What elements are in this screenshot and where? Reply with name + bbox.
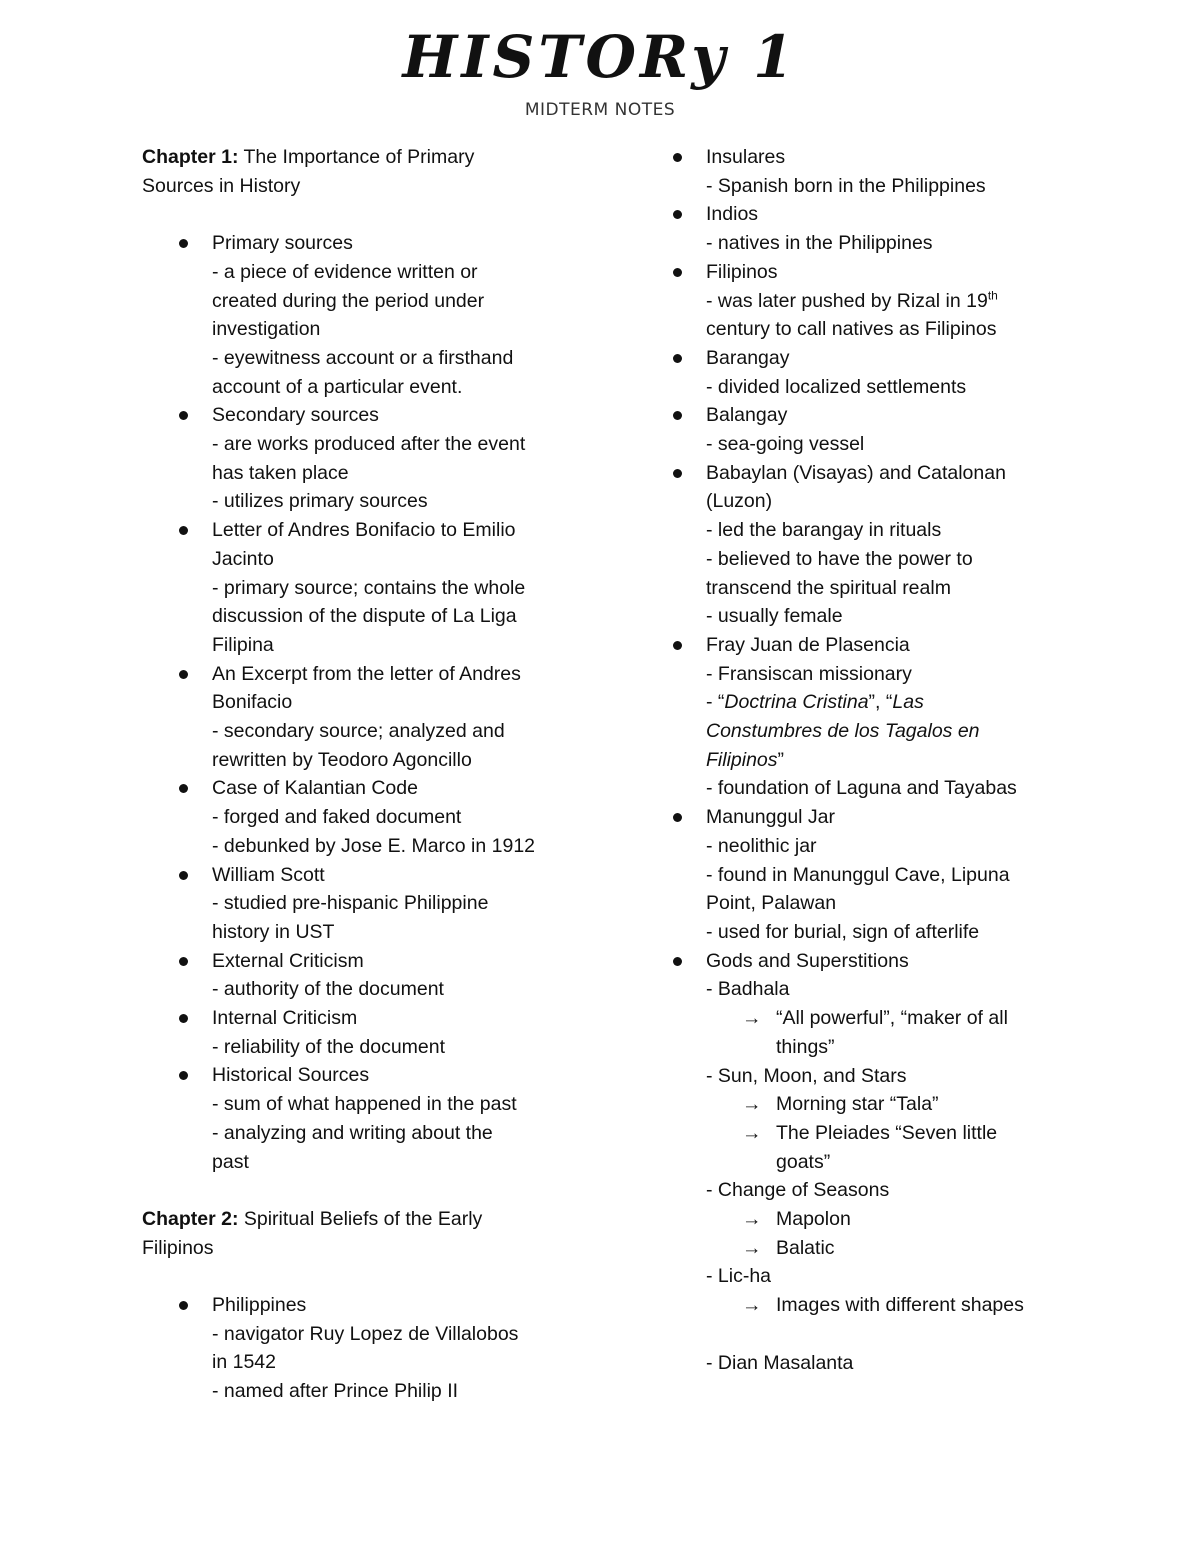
list-item bbox=[212, 774, 582, 860]
chapter-1-label: Chapter 1: bbox=[142, 146, 239, 168]
item-note: history in UST bbox=[212, 920, 335, 943]
arrow-right-icon: → bbox=[742, 1121, 762, 1144]
bullet-icon bbox=[673, 411, 682, 420]
item-note: - Dian Masalanta bbox=[706, 1351, 854, 1374]
item-note: - eyewitness account or a firsthand bbox=[212, 346, 514, 369]
list-item bbox=[706, 947, 1086, 1378]
item-term-cont: Bonifacio bbox=[212, 691, 293, 714]
list-item bbox=[706, 344, 1086, 401]
item-note: Point, Palawan bbox=[706, 892, 837, 915]
item-term: William Scott bbox=[212, 863, 325, 886]
book-title: Doctrina Cristina bbox=[724, 691, 869, 714]
item-term: Secondary sources bbox=[212, 404, 379, 427]
sub-item-text: Balatic bbox=[776, 1236, 835, 1259]
list-item bbox=[706, 459, 1086, 631]
list-item bbox=[212, 660, 582, 775]
bullet-icon bbox=[673, 354, 682, 363]
list-item bbox=[212, 516, 582, 660]
list-item bbox=[212, 229, 582, 401]
item-note: - foundation of Laguna and Tayabas bbox=[706, 777, 1017, 800]
bullet-icon bbox=[179, 1301, 188, 1310]
list-item bbox=[212, 401, 582, 516]
item-note bbox=[706, 688, 1086, 717]
list-item bbox=[706, 258, 1086, 344]
bullet-icon bbox=[673, 153, 682, 162]
item-note: - primary source; contains the whole bbox=[212, 576, 526, 599]
quote-mark: ” bbox=[777, 748, 785, 771]
item-note: - reliability of the document bbox=[212, 1035, 446, 1058]
arrow-right-icon: → bbox=[742, 1208, 762, 1231]
bullet-icon bbox=[179, 871, 188, 880]
item-note: in 1542 bbox=[212, 1351, 276, 1374]
bullet-icon bbox=[673, 268, 682, 277]
item-term: Indios bbox=[706, 203, 759, 226]
item-note-text: - was later pushed by Rizal in 19 bbox=[706, 289, 988, 312]
item-note: past bbox=[212, 1150, 249, 1173]
list-item bbox=[706, 401, 1086, 458]
item-term-cont: Jacinto bbox=[212, 547, 274, 570]
item-term: Insulares bbox=[706, 146, 786, 168]
chapter-2-heading bbox=[142, 1205, 582, 1262]
superscript: th bbox=[987, 288, 998, 303]
item-note: - believed to have the power to bbox=[706, 547, 973, 570]
bullet-icon bbox=[673, 813, 682, 822]
item-term: An Excerpt from the letter of Andres bbox=[212, 662, 521, 685]
item-note: - usually female bbox=[706, 605, 843, 628]
item-term-cont: (Luzon) bbox=[706, 490, 773, 513]
item-note: - Sun, Moon, and Stars bbox=[706, 1064, 907, 1087]
item-note: has taken place bbox=[212, 461, 349, 484]
item-note: - secondary source; analyzed and bbox=[212, 720, 505, 743]
item-note: - navigator Ruy Lopez de Villalobos bbox=[212, 1322, 519, 1345]
item-note bbox=[706, 287, 1086, 316]
item-term: Manunggul Jar bbox=[706, 806, 835, 829]
item-note: rewritten by Teodoro Agoncillo bbox=[212, 748, 472, 771]
item-note: - neolithic jar bbox=[706, 834, 817, 857]
list-item bbox=[212, 1291, 582, 1406]
quote-mark: ”, “ bbox=[868, 691, 893, 714]
bullet-icon bbox=[179, 411, 188, 420]
chapter-1-title-line2: Sources in History bbox=[142, 174, 301, 197]
item-term: Letter of Andres Bonifacio to Emilio bbox=[212, 519, 516, 542]
item-term: Filipinos bbox=[706, 260, 778, 283]
chapter-2-title-line1: Spiritual Beliefs of the Early bbox=[243, 1207, 483, 1230]
item-note: transcend the spiritual realm bbox=[706, 576, 951, 599]
arrow-right-icon: → bbox=[742, 1294, 762, 1317]
item-note: Filipina bbox=[212, 633, 274, 656]
page-title: HISTORy 1 bbox=[402, 23, 798, 91]
item-note: - sum of what happened in the past bbox=[212, 1093, 517, 1116]
item-note: created during the period under bbox=[212, 289, 485, 312]
item-note: - analyzing and writing about the bbox=[212, 1121, 493, 1144]
item-note: - Badhala bbox=[706, 978, 790, 1001]
item-term: Primary sources bbox=[212, 232, 353, 255]
list-item bbox=[212, 947, 582, 1004]
item-note: - used for burial, sign of afterlife bbox=[706, 920, 980, 943]
item-note: - a piece of evidence written or bbox=[212, 260, 478, 283]
sub-item-text: “All powerful”, “maker of all bbox=[776, 1007, 1008, 1030]
item-term: Historical Sources bbox=[212, 1064, 370, 1087]
item-term: Case of Kalantian Code bbox=[212, 777, 418, 800]
arrow-sub-item-cont: things” bbox=[776, 1035, 835, 1058]
item-note bbox=[706, 746, 1086, 775]
list-item bbox=[706, 631, 1086, 803]
item-note: - Fransiscan missionary bbox=[706, 662, 912, 685]
sub-item-text: The Pleiades “Seven little bbox=[776, 1121, 998, 1144]
bullet-icon bbox=[673, 469, 682, 478]
arrow-right-icon: → bbox=[742, 1236, 762, 1259]
arrow-sub-item-cont: goats” bbox=[776, 1150, 831, 1173]
arrow-sub-item bbox=[706, 1119, 1086, 1148]
bullet-icon bbox=[673, 210, 682, 219]
arrow-sub-item bbox=[706, 1234, 1086, 1263]
left-column bbox=[142, 143, 582, 1406]
bullet-icon bbox=[179, 670, 188, 679]
item-note: discussion of the dispute of La Liga bbox=[212, 605, 517, 628]
list-item bbox=[706, 200, 1086, 257]
item-term: Internal Criticism bbox=[212, 1007, 358, 1030]
chapter-1-title-line1: The Importance of Primary bbox=[243, 146, 475, 168]
item-note: investigation bbox=[212, 318, 321, 341]
quote-mark: - “ bbox=[706, 691, 725, 714]
list-item bbox=[212, 1061, 582, 1176]
item-term: Babaylan (Visayas) and Catalonan bbox=[706, 461, 1006, 484]
sub-item-text: Images with different shapes bbox=[776, 1294, 1024, 1317]
item-note: - studied pre-hispanic Philippine bbox=[212, 892, 489, 915]
item-term: Balangay bbox=[706, 404, 788, 427]
bullet-icon bbox=[673, 641, 682, 650]
book-title: Filipinos bbox=[706, 748, 778, 771]
book-title: Constumbres de los Tagalos en bbox=[706, 720, 980, 743]
bullet-icon bbox=[179, 784, 188, 793]
item-note: - led the barangay in rituals bbox=[706, 519, 942, 542]
right-column bbox=[706, 143, 1086, 1377]
sub-item-text: Mapolon bbox=[776, 1208, 851, 1231]
item-note: - Lic-ha bbox=[706, 1265, 772, 1288]
item-term: Fray Juan de Plasencia bbox=[706, 633, 910, 656]
bullet-icon bbox=[179, 1014, 188, 1023]
item-note: - are works produced after the event bbox=[212, 433, 526, 456]
list-item bbox=[212, 1004, 582, 1061]
item-note: - natives in the Philippines bbox=[706, 232, 933, 255]
item-note: century to call natives as Filipinos bbox=[706, 318, 997, 341]
item-note: - debunked by Jose E. Marco in 1912 bbox=[212, 834, 536, 857]
item-note: - Spanish born in the Philippines bbox=[706, 174, 986, 197]
item-note: account of a particular event. bbox=[212, 375, 463, 398]
book-title: Las bbox=[892, 691, 924, 714]
page-subtitle: MIDTERM NOTES bbox=[524, 100, 676, 120]
bullet-icon bbox=[179, 239, 188, 248]
chapter-2-label: Chapter 2: bbox=[142, 1207, 239, 1230]
item-note: - Change of Seasons bbox=[706, 1179, 890, 1202]
arrow-right-icon: → bbox=[742, 1007, 762, 1030]
arrow-sub-item bbox=[706, 1090, 1086, 1119]
item-note: - authority of the document bbox=[212, 978, 444, 1001]
bullet-icon bbox=[673, 957, 682, 966]
list-item bbox=[706, 803, 1086, 947]
item-note: - named after Prince Philip II bbox=[212, 1380, 459, 1403]
list-item bbox=[706, 143, 1086, 200]
chapter-1-list bbox=[142, 229, 582, 1176]
arrow-sub-item bbox=[706, 1291, 1086, 1320]
item-note: - found in Manunggul Cave, Lipuna bbox=[706, 863, 1010, 886]
arrow-sub-item bbox=[706, 1205, 1086, 1234]
sub-item-text: Morning star “Tala” bbox=[776, 1093, 939, 1116]
item-note: - forged and faked document bbox=[212, 806, 462, 829]
item-term: Gods and Superstitions bbox=[706, 949, 909, 972]
chapter-2-list bbox=[142, 1291, 582, 1406]
item-term: External Criticism bbox=[212, 949, 364, 972]
item-term: Philippines bbox=[212, 1294, 307, 1317]
list-item bbox=[212, 861, 582, 947]
item-term: Barangay bbox=[706, 346, 790, 369]
arrow-right-icon: → bbox=[742, 1093, 762, 1116]
chapter-2-list-continued bbox=[706, 143, 1086, 1377]
item-note: - utilizes primary sources bbox=[212, 490, 428, 513]
item-note: - sea-going vessel bbox=[706, 433, 865, 456]
chapter-1-heading bbox=[142, 143, 582, 200]
item-note: - divided localized settlements bbox=[706, 375, 967, 398]
chapter-2-title-line2: Filipinos bbox=[142, 1236, 214, 1259]
bullet-icon bbox=[179, 1071, 188, 1080]
bullet-icon bbox=[179, 957, 188, 966]
bullet-icon bbox=[179, 526, 188, 535]
arrow-sub-item bbox=[706, 1004, 1086, 1033]
